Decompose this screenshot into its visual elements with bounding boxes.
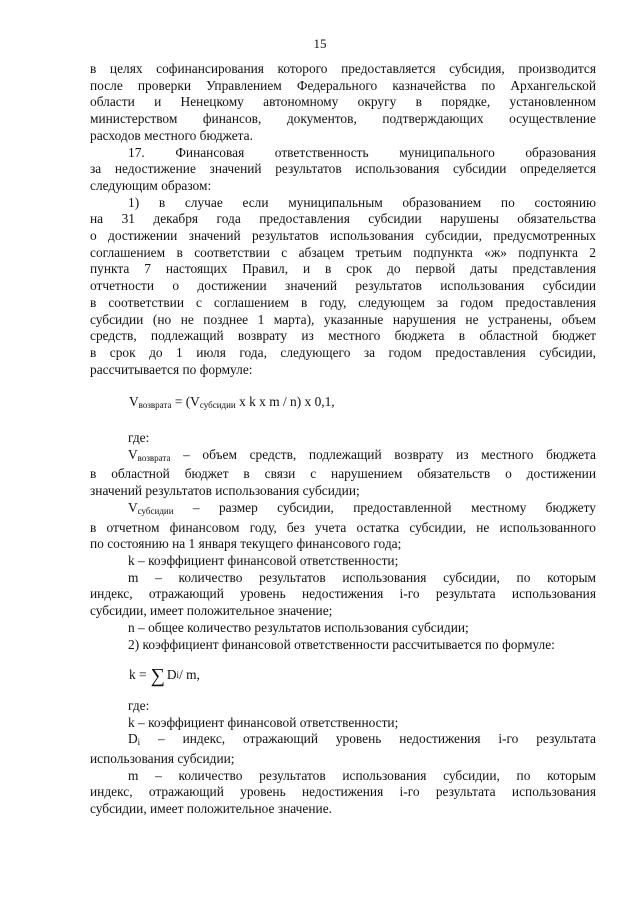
text-line: рассчитывается по формуле: — [90, 361, 253, 377]
formula-coefficient — [129, 664, 596, 687]
where-label: где: — [128, 697, 150, 713]
text-line: министерством финансов, документов, подтверждающих осуществление — [90, 111, 596, 127]
paragraph-17 — [90, 145, 596, 195]
paragraph-17-2: 2) коэффициент финансовой ответственности рассчитывается по формуле: — [128, 636, 555, 652]
formula-subscript: возврата — [138, 400, 172, 411]
text-line: на 31 декабря года предоставления субсидии нарушены обязательства — [90, 211, 596, 227]
formula-subscript: i — [176, 670, 180, 681]
text-line: в областной бюджет в связи с нарушением обязательств о достижении — [90, 466, 596, 482]
text-line: по состоянию на 1 января текущего финансового года; — [90, 536, 402, 552]
text-line: субсидии (но не позднее 1 марта), указанные нарушения не устранены, объем — [90, 311, 596, 327]
definition-first-line — [90, 500, 596, 520]
text-line: использования субсидии; — [90, 751, 235, 767]
definition-k: k – коэффициент финансовой ответственности; — [128, 714, 399, 730]
document-body — [90, 61, 596, 818]
definition-v-subsidy — [90, 500, 596, 553]
definition-subscript: возврата — [137, 452, 171, 463]
definition-first-line — [90, 447, 596, 467]
text-line: значений результатов использования субсидии; — [90, 483, 360, 499]
text-line: в целях софинансирования которого предоставляется субсидия, производится — [90, 61, 596, 76]
text-line: в соответствии с соглашением в году, следующем за годом предоставления — [90, 294, 596, 310]
formula-text: = (V — [171, 394, 200, 410]
text-line: за недостижение значений результатов использования субсидии определяется — [90, 161, 596, 177]
text-line: расходов местного бюджета. — [90, 127, 253, 143]
text-line: индекс, отражающий уровень недостижения i-го результата использования — [90, 586, 596, 602]
definition-symbol: V — [128, 446, 138, 462]
text-line: средств, подлежащий возврату из местного бюджета в областной бюджет — [90, 328, 596, 344]
text-line: после проверки Управлением Федерального казначейства по Архангельской — [90, 77, 596, 93]
formula-text: x k x m / n) x 0,1, — [235, 394, 335, 410]
definition-m — [90, 570, 596, 620]
text-line: отчетности о достижении значений результатов использования субсидии — [90, 278, 596, 294]
definition-symbol: D — [128, 731, 138, 747]
text-line: индекс, отражающий уровень недостижения i-го результата использования — [90, 784, 596, 800]
text-line: 1) в случае если муниципальным образованием по состоянию — [128, 194, 596, 210]
where-label: где: — [128, 430, 150, 446]
text-line: m – количество результатов использования субсидии, по которым — [128, 569, 596, 585]
definition-text: – размер субсидии, предоставленной местному бюджету — [173, 499, 596, 515]
text-line: соглашением в соответствии с абзацем третьим подпункта «ж» подпункта 2 — [90, 244, 596, 260]
definition-text: – объем средств, подлежащий возврату из местного бюджета — [170, 446, 596, 462]
text-line: субсидии, имеет положительное значение; — [90, 603, 333, 619]
text-line: в срок до 1 июля года, следующего за годом предоставления субсидии, — [90, 344, 596, 360]
definition-first-line — [90, 731, 596, 751]
definition-m — [90, 768, 596, 818]
sum-symbol: ∑ — [150, 664, 165, 687]
formula-symbol: V — [129, 394, 139, 410]
formula-subscript: субсидии — [199, 400, 236, 411]
text-line: в отчетном финансовом году, без учета остатка субсидии, не использованного — [90, 519, 596, 535]
text-line: о достижении значений результатов использования субсидии, предусмотренных — [90, 228, 596, 244]
definition-k: k – коэффициент финансовой ответственности; — [128, 552, 399, 568]
paragraph-continuation — [90, 61, 596, 145]
text-line: m – количество результатов использования субсидии, по которым — [128, 767, 596, 783]
formula-refund-volume — [129, 394, 596, 414]
text-line: следующим образом: — [90, 177, 212, 193]
text-line: 17. Финансовая ответственность муниципального образования — [128, 144, 596, 160]
definition-di — [90, 731, 596, 767]
formula-symbol: D — [166, 667, 177, 683]
definition-n: n – общее количество результатов использования субсидии; — [128, 619, 469, 635]
definition-subscript: субсидии — [137, 505, 174, 516]
page-number: 15 — [313, 36, 327, 51]
paragraph-17-1 — [90, 195, 596, 379]
text-line: субсидии, имеет положительное значение. — [90, 801, 332, 817]
definition-symbol: V — [128, 499, 138, 515]
definition-v-refund — [90, 447, 596, 500]
definition-subscript: i — [137, 737, 141, 748]
text-line: пункта 7 настоящих Правил, и в срок до первой даты представления — [90, 261, 596, 277]
text-line: области и Ненецкому автономному округу в порядке, установленном — [90, 94, 596, 110]
formula-text: k = — [129, 667, 147, 683]
formula-text: / m, — [179, 667, 200, 683]
definition-text: – индекс, отражающий уровень недостижения i-го результата — [140, 731, 596, 747]
